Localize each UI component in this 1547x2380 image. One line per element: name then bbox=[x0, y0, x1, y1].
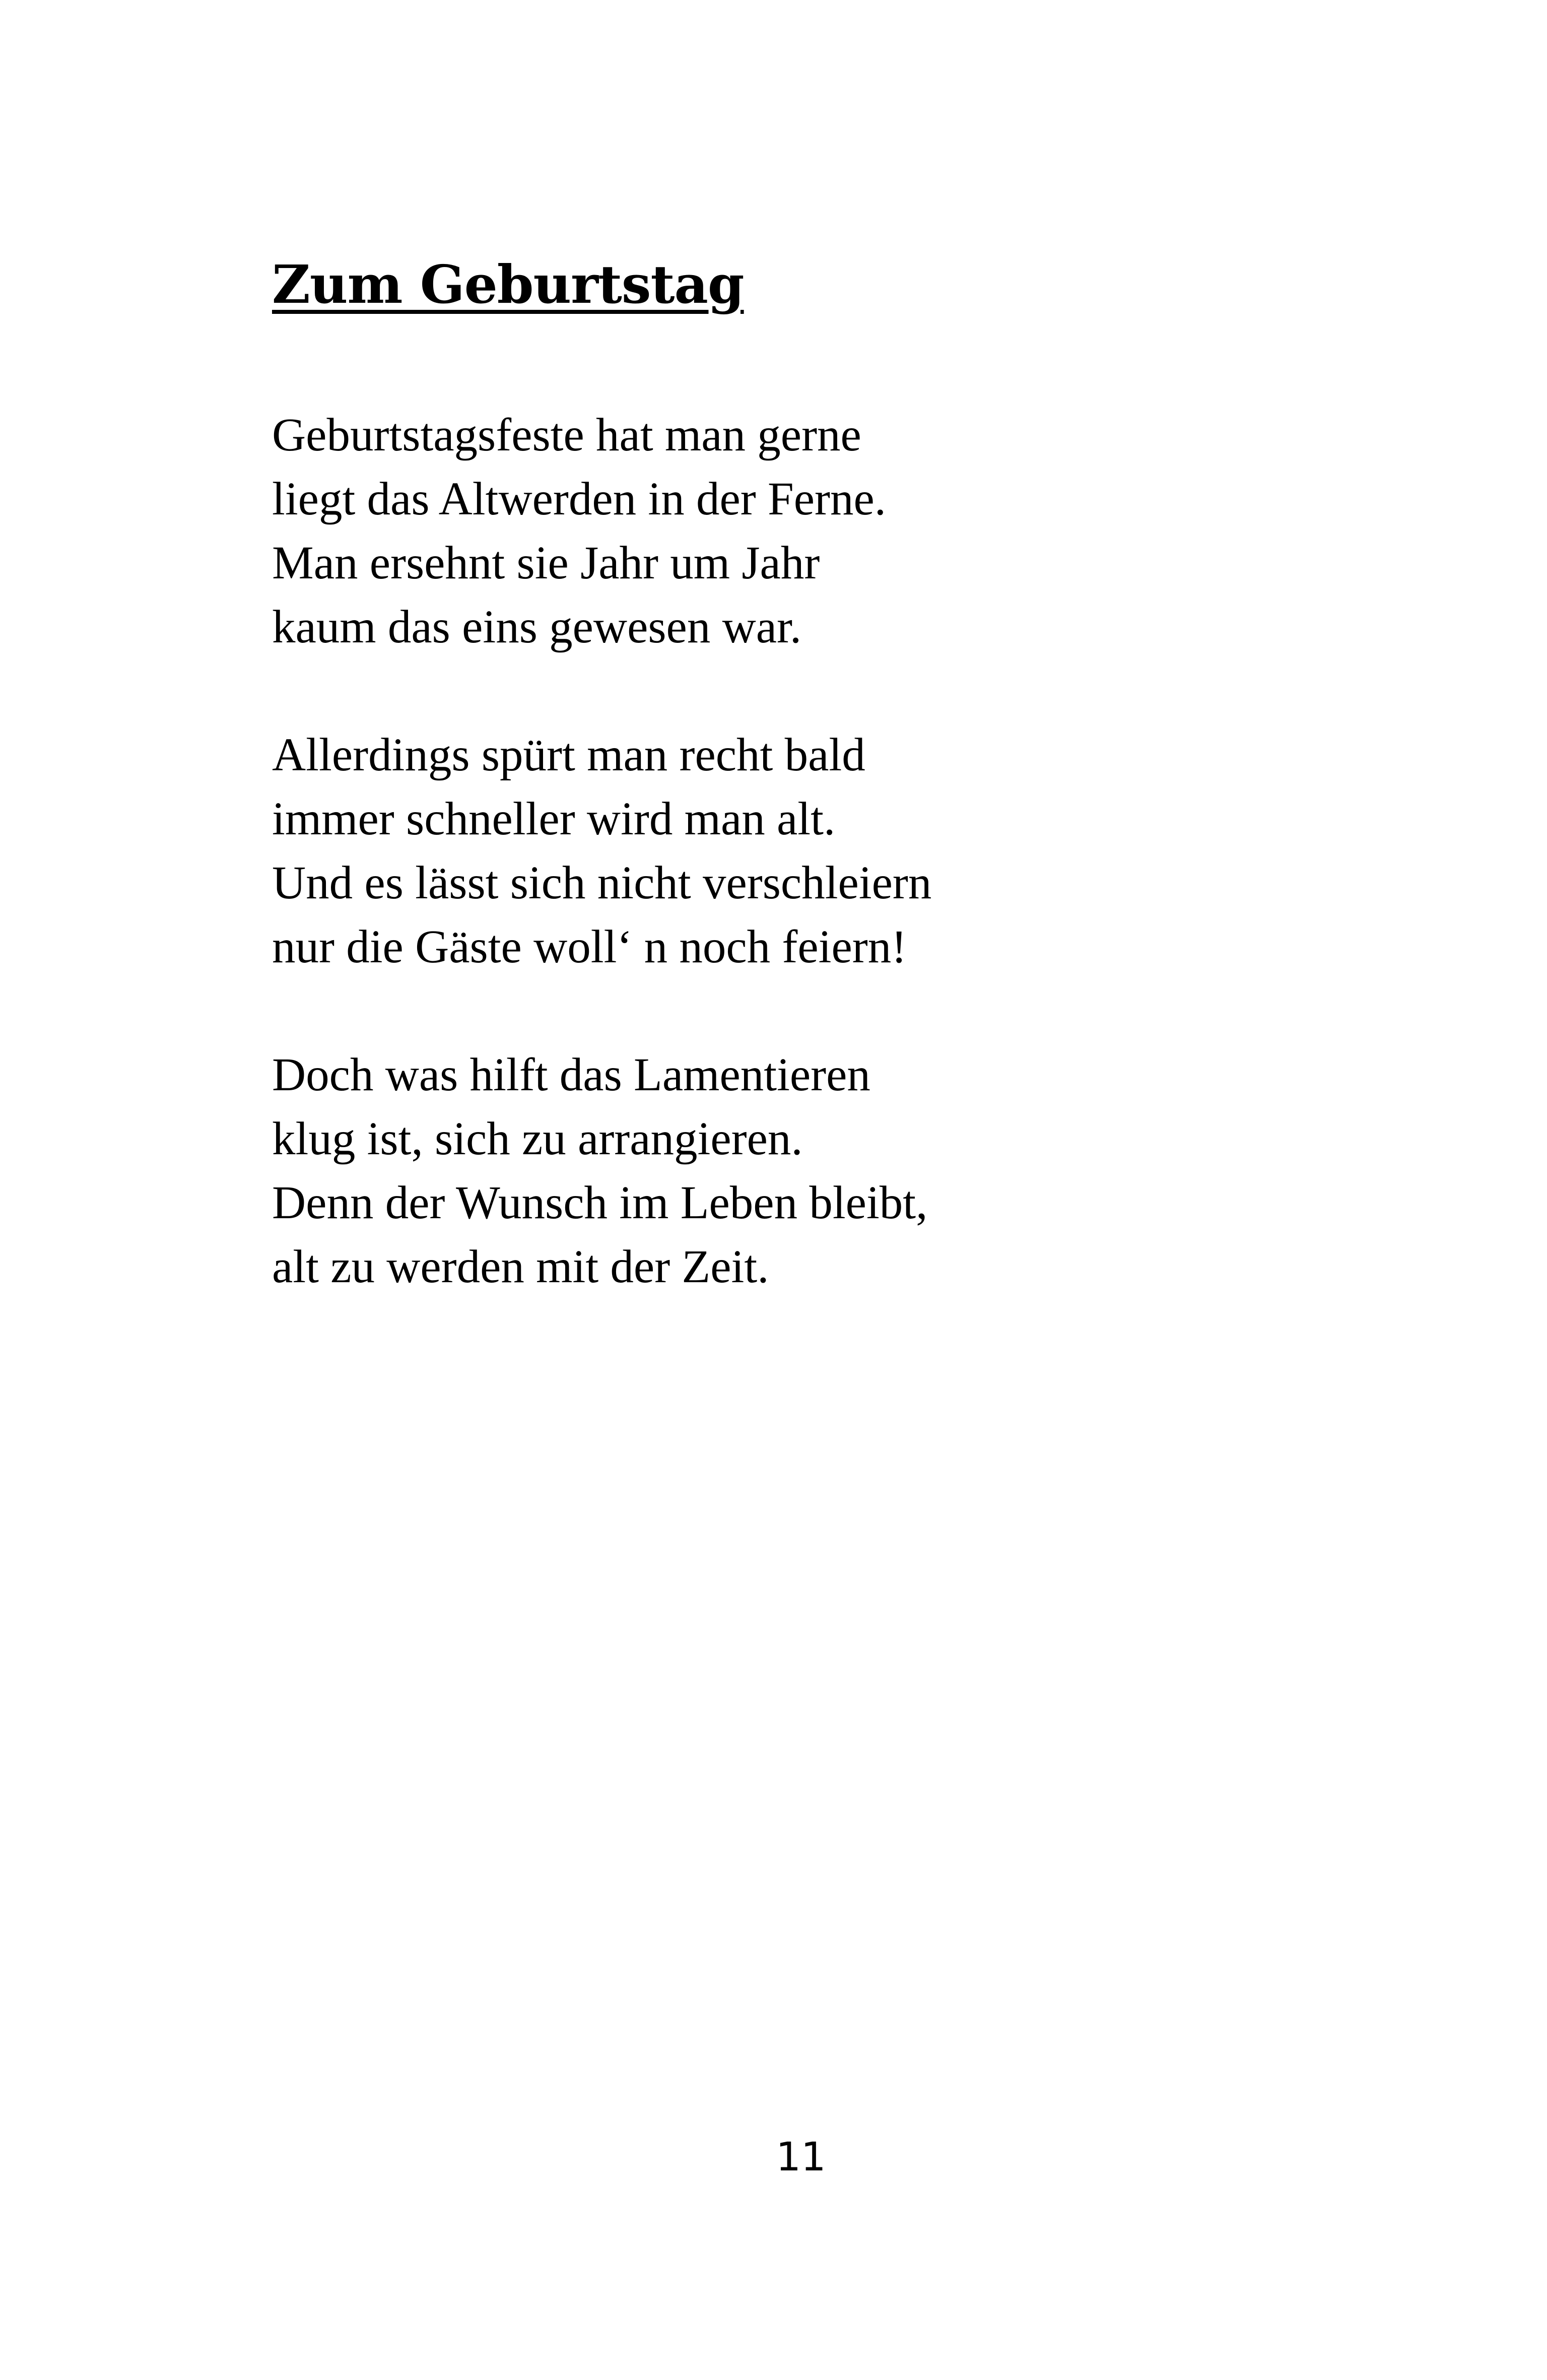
poem-line: Und es lässt sich nicht verschleiern bbox=[272, 857, 932, 909]
poem-line: kaum das eins gewesen war. bbox=[272, 601, 802, 653]
poem-line: Man ersehnt sie Jahr um Jahr bbox=[272, 537, 820, 589]
poem-title: Zum Geburtstag bbox=[272, 253, 744, 315]
poem-line: alt zu werden mit der Zeit. bbox=[272, 1241, 769, 1293]
stanza-1 bbox=[272, 403, 1380, 659]
stanza-3 bbox=[272, 1043, 1380, 1299]
poem-line: liegt das Altwerden in der Ferne. bbox=[272, 473, 886, 525]
poem-line: Allerdings spürt man recht bald bbox=[272, 729, 865, 781]
poem-line: Doch was hilft das Lamentieren bbox=[272, 1049, 870, 1101]
poem-line: Geburtstagsfeste hat man gerne bbox=[272, 409, 861, 461]
stanza-2 bbox=[272, 723, 1380, 979]
poem-line: Denn der Wunsch im Leben bleibt, bbox=[272, 1177, 928, 1229]
poem-line: nur die Gäste woll‘ n noch feiern! bbox=[272, 921, 907, 973]
poem-body bbox=[272, 403, 1380, 1363]
page-number: 11 bbox=[776, 2135, 826, 2180]
poem-line: immer schneller wird man alt. bbox=[272, 793, 836, 845]
poem-line: klug ist, sich zu arrangieren. bbox=[272, 1113, 803, 1165]
